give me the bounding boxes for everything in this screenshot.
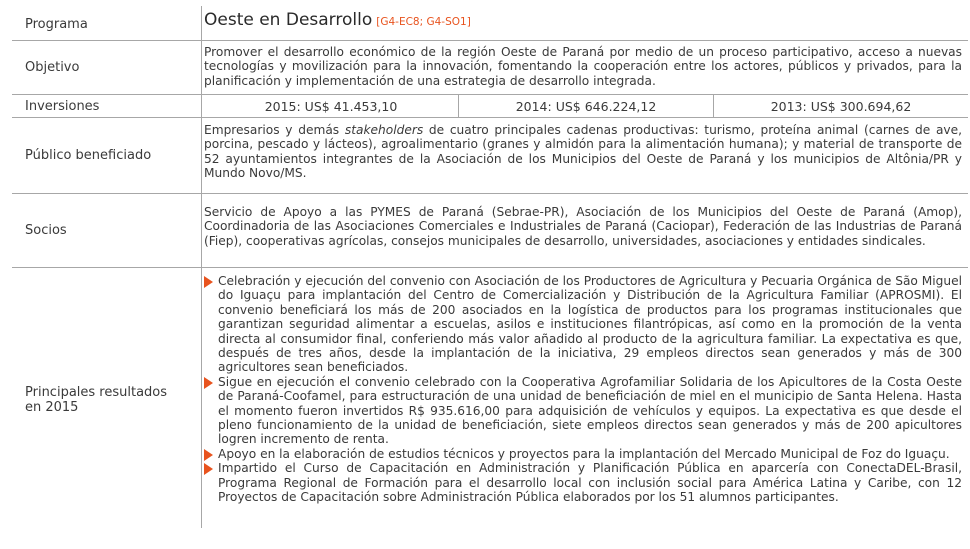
- publico-text-after: de cuatro principales cadenas productivas: turismo, proteína animal (carnes de ave, porcina, pescado y lácteos), agroalimentario (granes y almidón para la alimentación humana); y material de transporte de 52 ayuntamientos integrantes de la Asociación de los Municipios del Oeste de Paraná y los municipios de Altônia/PR y Mundo Novo/MS.: [204, 123, 962, 181]
- row-objetivo: [12, 41, 968, 95]
- bullet-arrow-icon: [204, 377, 213, 389]
- resultado-text: Sigue en ejecución el convenio celebrado con la Cooperativa Agrofamiliar Solidaria de los Apicultores de la Costa Oeste de Paraná-Coofamel, para estructuración de una unidad de beneficiación de miel en el municipio de Santa Helena. Hasta el momento fueron invertidos R$ 935.616,00 para adquisición de vehículos y equipos. La expectativa es que desde el pleno funcionamiento de la unidad de beneficiación, siete empleos directos sean generados y más de 200 apicultores logren incremento de renta.: [218, 374, 962, 447]
- bullet-arrow-icon: [204, 463, 213, 475]
- inversion-2015: 2015: US$ 41.453,10: [264, 98, 398, 114]
- program-title: Oeste en Desarrollo: [204, 10, 373, 30]
- publico-text-before: Empresarios y demás: [204, 123, 345, 137]
- program-table: [12, 6, 968, 531]
- resultado-item: [204, 461, 962, 504]
- row-inversiones: [12, 95, 968, 118]
- resultado-text: Apoyo en la elaboración de estudios técnicos y proyectos para la implantación del Mercado Municipal de Foz do Iguaçu.: [218, 446, 950, 461]
- row-resultados: [12, 268, 968, 531]
- row-programa: [12, 6, 968, 41]
- resultados-list: [204, 268, 968, 505]
- resultado-item: [204, 447, 962, 461]
- label-publico: Público beneficiado: [25, 148, 152, 163]
- publico-text: [204, 118, 968, 181]
- row-publico: [12, 118, 968, 194]
- resultado-text: Impartido el Curso de Capacitación en Administración y Planificación Pública en aparcería con ConectaDEL-Brasil, Programa Regional de Formación para el desarrollo local con inclusión social para América Latina y Caribe, con 12 Proyectos de Capacitación sobre Administración Pública elaborados por los 51 alumnos participantes.: [218, 461, 962, 505]
- label-objetivo: Objetivo: [25, 60, 80, 75]
- resultado-item: [204, 274, 962, 375]
- row-socios: [12, 194, 968, 268]
- objetivo-text: Promover el desarrollo económico de la región Oeste de Paraná por medio de un proceso participativo, acceso a nuevas tecnologías y movilización para la innovación, fomentando la cooperación entre los actores, públicos y privados, para la planificación y implementación de una estrategia de desarrollo integrada.: [204, 45, 962, 88]
- label-inversiones: Inversiones: [25, 98, 100, 114]
- inversiones-cells: [204, 95, 968, 117]
- bullet-arrow-icon: [204, 276, 213, 288]
- label-resultados: [12, 268, 190, 531]
- socios-text: Servicio de Apoyo a las PYMES de Paraná (Sebrae-PR), Asociación de los Municipios del Oeste de Paraná (Amop), Coordinadoria de las Asociaciones Comerciales e Industriales de Paraná (Caciopar), Federación de las Industrias de Paraná (Fiep), cooperativas agrícolas, consejos municipales de desarrollo, universidades, asociaciones y entidades sindicales.: [204, 205, 962, 248]
- label-programa: Programa: [25, 17, 88, 32]
- resultado-text: Celebración y ejecución del convenio con Asociación de los Productores de Agricultura y Pecuaria Orgánica de São Miguel do Iguaçu para implantación del Centro de Comercialización y Distribución de la Agricultura Familiar (APROSMI). El convenio beneficiará los más de 200 asociados en la logística de productos para los programas institucionales que garantizan seguridad alimentar a escuelas, asilos e instituciones filantrópicas, así como en la promoción de la venta directa al consumidor final, conferiendo más valor añadido al producto de la agricultura familiar. La expectativa es que, después de tres años, desde la implantación de la iniciativa, 29 empleos directos sean generados y más de 300 agricultores sean beneficiados.: [218, 274, 962, 375]
- bullet-arrow-icon: [204, 449, 213, 461]
- label-socios: Socios: [25, 223, 67, 238]
- publico-text-italic: stakeholders: [344, 123, 424, 137]
- gri-reference: [G4-EC8; G4-SO1]: [376, 16, 471, 28]
- resultado-item: [204, 375, 962, 447]
- label-resultados-line1: Principales resultados: [25, 384, 168, 400]
- label-resultados-line2: en 2015: [25, 399, 79, 415]
- inversion-2014: 2014: US$ 646.224,12: [458, 95, 713, 117]
- inversion-2013: 2013: US$ 300.694,62: [713, 95, 968, 117]
